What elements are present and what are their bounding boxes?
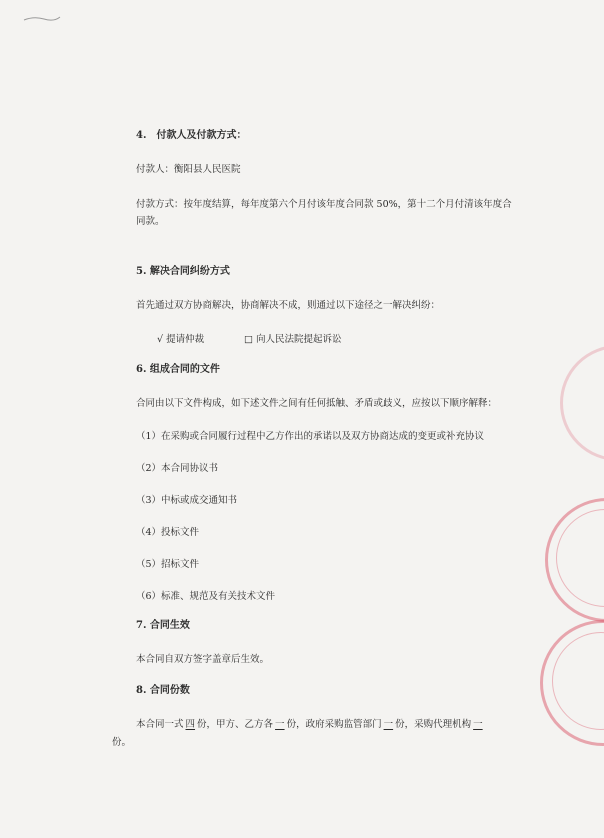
document-item: （2）本合同协议书 xyxy=(136,463,219,474)
copies-line-end: 份。 xyxy=(112,737,132,748)
copies-supervision-value: 一 xyxy=(383,719,394,730)
payment-method-text: 付款方式：按年度结算，每年度第六个月付该年度合同款 50%，第十二个月付清该年度合同款。 xyxy=(136,199,512,227)
copies-text: 份，政府采购监管部门 xyxy=(286,719,382,730)
section7-heading: 7. 合同生效 xyxy=(136,620,190,631)
seal-stamp-top xyxy=(560,345,604,461)
section5-heading: 5. 解决合同纠纷方式 xyxy=(136,266,230,277)
section4-heading: 4. 付款人及付款方式： xyxy=(136,130,247,141)
section8-heading: 8. 合同份数 xyxy=(136,685,190,696)
document-item: （1）在采购或合同履行过程中乙方作出的承诺以及双方协商达成的变更或补充协议 xyxy=(136,431,485,442)
copies-each-party-value: 一 xyxy=(275,719,285,730)
option-arbitration: √ 提请仲裁 xyxy=(157,334,205,345)
option-litigation: □ 向人民法院提起诉讼 xyxy=(244,334,342,345)
document-item: （3）中标或成交通知书 xyxy=(136,495,238,506)
copies-total-value: 四 xyxy=(185,719,196,730)
document-item: （4）投标文件 xyxy=(136,527,200,538)
section6-intro: 合同由以下文件构成，如下述文件之间有任何抵触、矛盾或歧义，应按以下顺序解释： xyxy=(136,398,498,409)
document-item: （6）标准、规范及有关技术文件 xyxy=(136,591,276,602)
section5-intro: 首先通过双方协商解决，协商解决不成，则通过以下途径之一解决纠纷： xyxy=(136,300,441,311)
copies-line xyxy=(136,717,485,732)
copies-text: 份，采购代理机构 xyxy=(395,719,472,730)
section7-text: 本合同自双方签字盖章后生效。 xyxy=(136,654,270,665)
section6-heading: 6. 组成合同的文件 xyxy=(136,364,220,375)
copies-text: 份，甲方、乙方各 xyxy=(197,719,274,730)
document-item: （5）招标文件 xyxy=(136,559,200,570)
copies-agency-value: 一 xyxy=(473,719,483,730)
copies-text: 本合同一式 xyxy=(136,719,184,730)
pen-mark xyxy=(22,12,62,24)
payer-text: 付款人：衡阳县人民医院 xyxy=(136,164,241,175)
